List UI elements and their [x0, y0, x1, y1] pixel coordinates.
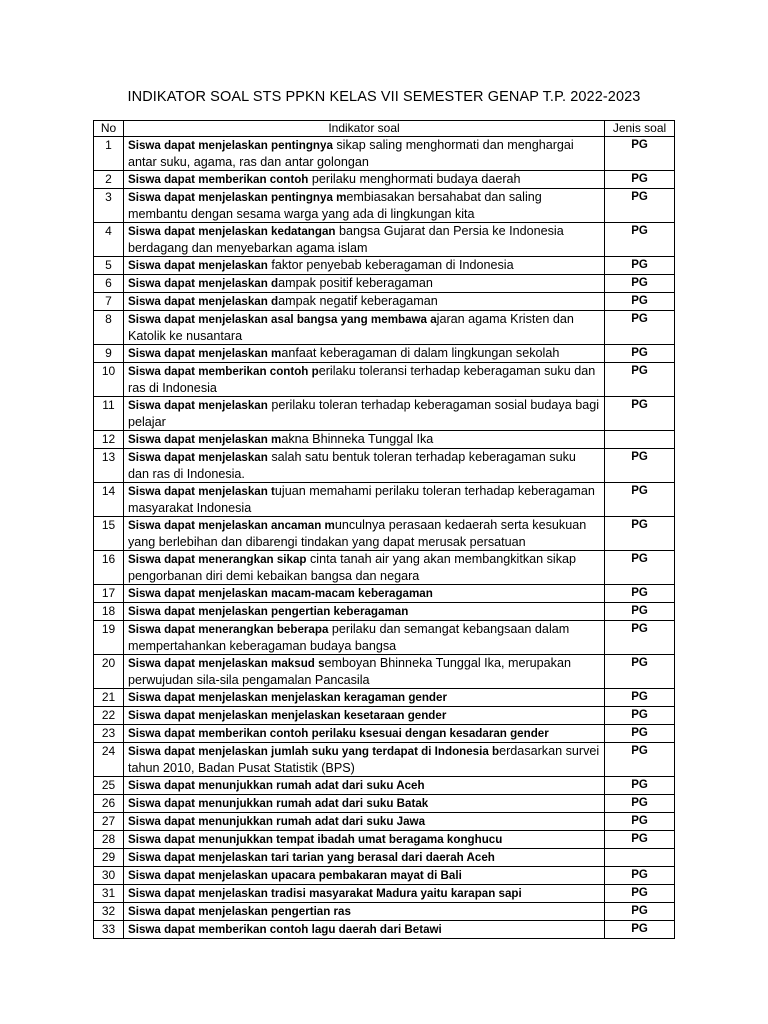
row-number: 17	[94, 585, 124, 603]
indikator-cell	[124, 189, 605, 223]
jenis-soal-cell: PG	[605, 345, 675, 363]
indikator-bold-text: Siswa dapat menjelaskan asal bangsa yang membawa a	[128, 313, 437, 326]
indikator-cell	[124, 311, 605, 345]
row-number: 2	[94, 171, 124, 189]
table-row	[94, 867, 675, 885]
indikator-cell	[124, 275, 605, 293]
indikator-text: cinta tanah air yang akan membangkitkan sikap pengorbanan diri demi kebaikan bangsa dan negara	[128, 552, 577, 583]
indikator-bold-text: Siswa dapat menjelaskan menjelaskan keragaman gender	[128, 691, 447, 704]
jenis-soal-cell: PG	[605, 725, 675, 743]
table-row	[94, 311, 675, 345]
table-row	[94, 345, 675, 363]
row-number: 30	[94, 867, 124, 885]
indikator-cell	[124, 449, 605, 483]
jenis-soal-cell: PG	[605, 795, 675, 813]
jenis-soal-cell: PG	[605, 223, 675, 257]
indikator-cell	[124, 483, 605, 517]
header-no: No	[94, 121, 124, 137]
indikator-cell	[124, 621, 605, 655]
indikator-text: jaran agama Kristen dan Katolik ke nusantara	[128, 312, 574, 343]
table-row	[94, 483, 675, 517]
indikator-bold-text: Siswa dapat memberikan contoh	[128, 173, 309, 186]
indikator-text: sikap saling menghormati dan menghargai antar suku, agama, ras dan antar golongan	[128, 138, 574, 169]
table-row	[94, 655, 675, 689]
indikator-bold-text: Siswa dapat menjelaskan macam-macam keberagaman	[128, 587, 433, 600]
row-number: 33	[94, 921, 124, 939]
row-number: 8	[94, 311, 124, 345]
row-number: 14	[94, 483, 124, 517]
indikator-cell	[124, 137, 605, 171]
row-number: 12	[94, 431, 124, 449]
indikator-cell	[124, 223, 605, 257]
table-row	[94, 689, 675, 707]
jenis-soal-cell: PG	[605, 655, 675, 689]
table-row	[94, 257, 675, 275]
jenis-soal-cell: PG	[605, 363, 675, 397]
jenis-soal-cell: PG	[605, 689, 675, 707]
indikator-text: emboyan Bhinneka Tunggal Ika, merupakan perwujudan sila-sila pengamalan Pancasila	[128, 656, 571, 687]
row-number: 9	[94, 345, 124, 363]
indikator-cell	[124, 903, 605, 921]
jenis-soal-cell: PG	[605, 517, 675, 551]
row-number: 25	[94, 777, 124, 795]
indikator-text: embiasakan bersahabat dan saling membantu dengan sesama warga yang ada di lingkungan kita	[128, 190, 542, 221]
indikator-bold-text: Siswa dapat menjelaskan menjelaskan kesetaraan gender	[128, 709, 447, 722]
jenis-soal-cell: PG	[605, 867, 675, 885]
indikator-text: faktor penyebab keberagaman di Indonesia	[267, 258, 514, 272]
jenis-soal-cell: PG	[605, 397, 675, 431]
indikator-bold-text: Siswa dapat menjelaskan	[128, 399, 268, 412]
jenis-soal-cell: PG	[605, 293, 675, 311]
jenis-soal-cell: PG	[605, 743, 675, 777]
table-row	[94, 831, 675, 849]
indikator-bold-text: Siswa dapat menjelaskan	[128, 259, 268, 272]
jenis-soal-cell: PG	[605, 621, 675, 655]
jenis-soal-cell: PG	[605, 483, 675, 517]
table-row	[94, 621, 675, 655]
row-number: 23	[94, 725, 124, 743]
indikator-bold-text: Siswa dapat menjelaskan pentingnya	[128, 139, 333, 152]
table-row	[94, 137, 675, 171]
indikator-bold-text: Siswa dapat menunjukkan rumah adat dari suku Batak	[128, 797, 429, 810]
indikator-cell	[124, 171, 605, 189]
jenis-soal-cell: PG	[605, 813, 675, 831]
row-number: 24	[94, 743, 124, 777]
indikator-bold-text: Siswa dapat menjelaskan tari tarian yang berasal dari daerah Aceh	[128, 851, 495, 864]
indikator-bold-text: Siswa dapat menjelaskan d	[128, 277, 279, 290]
table-row	[94, 171, 675, 189]
table-row	[94, 551, 675, 585]
row-number: 4	[94, 223, 124, 257]
table-row	[94, 189, 675, 223]
jenis-soal-cell: PG	[605, 311, 675, 345]
indikator-bold-text: Siswa dapat menunjukkan rumah adat dari suku Jawa	[128, 815, 426, 828]
indikator-cell	[124, 257, 605, 275]
indikator-bold-text: Siswa dapat menjelaskan maksud s	[128, 657, 325, 670]
header-indikator: Indikator soal	[124, 121, 605, 137]
indicator-table	[93, 120, 675, 939]
row-number: 13	[94, 449, 124, 483]
table-row	[94, 363, 675, 397]
table-row	[94, 293, 675, 311]
jenis-soal-cell	[605, 431, 675, 449]
indikator-cell	[124, 689, 605, 707]
row-number: 22	[94, 707, 124, 725]
indikator-text: erilaku toleransi terhadap keberagaman suku dan ras di Indonesia	[128, 364, 596, 395]
row-number: 3	[94, 189, 124, 223]
row-number: 28	[94, 831, 124, 849]
indikator-bold-text: Siswa dapat menjelaskan pengertian ras	[128, 905, 351, 918]
jenis-soal-cell: PG	[605, 707, 675, 725]
indikator-bold-text: Siswa dapat menjelaskan	[128, 451, 268, 464]
table-row	[94, 431, 675, 449]
indikator-bold-text: Siswa dapat menerangkan sikap	[128, 553, 307, 566]
indikator-cell	[124, 743, 605, 777]
row-number: 19	[94, 621, 124, 655]
table-row	[94, 707, 675, 725]
table-row	[94, 743, 675, 777]
indikator-cell	[124, 831, 605, 849]
table-row	[94, 449, 675, 483]
row-number: 15	[94, 517, 124, 551]
jenis-soal-cell: PG	[605, 921, 675, 939]
indikator-cell	[124, 517, 605, 551]
table-row	[94, 725, 675, 743]
table-row	[94, 585, 675, 603]
indikator-cell	[124, 777, 605, 795]
row-number: 27	[94, 813, 124, 831]
jenis-soal-cell	[605, 849, 675, 867]
indikator-cell	[124, 397, 605, 431]
indikator-text: akna Bhinneka Tunggal Ika	[281, 432, 434, 446]
row-number: 20	[94, 655, 124, 689]
jenis-soal-cell: PG	[605, 585, 675, 603]
table-row	[94, 223, 675, 257]
indikator-cell	[124, 849, 605, 867]
indikator-bold-text: Siswa dapat menjelaskan m	[128, 433, 282, 446]
indikator-cell	[124, 725, 605, 743]
indikator-text: bangsa Gujarat dan Persia ke Indonesia berdagang dan menyebarkan agama islam	[128, 224, 564, 255]
table-row	[94, 921, 675, 939]
indikator-text: anfaat keberagaman di dalam lingkungan sekolah	[281, 346, 560, 360]
row-number: 31	[94, 885, 124, 903]
indikator-text: ujuan memahami perilaku toleran terhadap keberagaman masyarakat Indonesia	[128, 484, 595, 515]
indikator-text: erdasarkan survei tahun 2010, Badan Pusat Statistik (BPS)	[128, 744, 600, 775]
indikator-bold-text: Siswa dapat memberikan contoh lagu daerah dari Betawi	[128, 923, 442, 936]
row-number: 6	[94, 275, 124, 293]
row-number: 32	[94, 903, 124, 921]
jenis-soal-cell: PG	[605, 171, 675, 189]
table-row	[94, 795, 675, 813]
indikator-bold-text: Siswa dapat menjelaskan d	[128, 295, 279, 308]
indikator-text: perilaku dan semangat kebangsaan dalam mempertahankan keberagaman budaya bangsa	[128, 622, 570, 653]
table-row	[94, 903, 675, 921]
indikator-cell	[124, 921, 605, 939]
jenis-soal-cell: PG	[605, 257, 675, 275]
jenis-soal-cell: PG	[605, 275, 675, 293]
indikator-bold-text: Siswa dapat menjelaskan ancaman m	[128, 519, 335, 532]
indikator-bold-text: Siswa dapat menunjukkan rumah adat dari suku Aceh	[128, 779, 425, 792]
indikator-bold-text: Siswa dapat memberikan contoh p	[128, 365, 319, 378]
table-row	[94, 885, 675, 903]
indikator-bold-text: Siswa dapat menjelaskan pengertian keberagaman	[128, 605, 409, 618]
row-number: 26	[94, 795, 124, 813]
row-number: 29	[94, 849, 124, 867]
indikator-cell	[124, 655, 605, 689]
row-number: 5	[94, 257, 124, 275]
jenis-soal-cell: PG	[605, 551, 675, 585]
table-row	[94, 813, 675, 831]
indikator-text: perilaku menghormati budaya daerah	[308, 172, 521, 186]
document-title: INDIKATOR SOAL STS PPKN KELAS VII SEMESTER GENAP T.P. 2022-2023	[127, 89, 641, 105]
table-row	[94, 777, 675, 795]
jenis-soal-cell: PG	[605, 885, 675, 903]
jenis-soal-cell: PG	[605, 189, 675, 223]
indikator-bold-text: Siswa dapat menjelaskan m	[128, 347, 282, 360]
indikator-cell	[124, 293, 605, 311]
row-number: 18	[94, 603, 124, 621]
indikator-cell	[124, 813, 605, 831]
indikator-cell	[124, 707, 605, 725]
jenis-soal-cell: PG	[605, 603, 675, 621]
row-number: 16	[94, 551, 124, 585]
indikator-cell	[124, 363, 605, 397]
indikator-bold-text: Siswa dapat menjelaskan upacara pembakaran mayat di Bali	[128, 869, 462, 882]
table-row	[94, 397, 675, 431]
table-row	[94, 275, 675, 293]
indikator-cell	[124, 551, 605, 585]
jenis-soal-cell: PG	[605, 449, 675, 483]
row-number: 1	[94, 137, 124, 171]
indikator-cell	[124, 603, 605, 621]
table-row	[94, 849, 675, 867]
indikator-bold-text: Siswa dapat menjelaskan pentingnya m	[128, 191, 347, 204]
indikator-bold-text: Siswa dapat menjelaskan tradisi masyarakat Madura yaitu karapan sapi	[128, 887, 522, 900]
jenis-soal-cell: PG	[605, 777, 675, 795]
indikator-cell	[124, 585, 605, 603]
indikator-bold-text: Siswa dapat menjelaskan t	[128, 485, 275, 498]
table-row	[94, 603, 675, 621]
table-header-row	[94, 121, 675, 137]
indikator-text: salah satu bentuk toleran terhadap keberagaman suku dan ras di Indonesia.	[128, 450, 576, 481]
jenis-soal-cell: PG	[605, 831, 675, 849]
row-number: 11	[94, 397, 124, 431]
indikator-cell	[124, 867, 605, 885]
indikator-text: ampak negatif keberagaman	[278, 294, 438, 308]
jenis-soal-cell: PG	[605, 137, 675, 171]
jenis-soal-cell: PG	[605, 903, 675, 921]
indikator-bold-text: Siswa dapat menjelaskan jumlah suku yang terdapat di Indonesia b	[128, 745, 500, 758]
indikator-cell	[124, 431, 605, 449]
indikator-bold-text: Siswa dapat menerangkan beberapa	[128, 623, 329, 636]
header-jenis: Jenis soal	[605, 121, 675, 137]
table-row	[94, 517, 675, 551]
row-number: 10	[94, 363, 124, 397]
row-number: 21	[94, 689, 124, 707]
indikator-cell	[124, 885, 605, 903]
indikator-bold-text: Siswa dapat menjelaskan kedatangan	[128, 225, 336, 238]
row-number: 7	[94, 293, 124, 311]
indikator-text: unculnya perasaan kedaerah serta kesukuan yang berlebihan dan dibarengi tindakan yang dapat merusak persatuan	[128, 518, 587, 549]
indikator-cell	[124, 345, 605, 363]
indikator-text: ampak positif keberagaman	[278, 276, 433, 290]
indikator-cell	[124, 795, 605, 813]
indikator-text: perilaku toleran terhadap keberagaman sosial budaya bagi pelajar	[128, 398, 600, 429]
indikator-bold-text: Siswa dapat menunjukkan tempat ibadah umat beragama konghucu	[128, 833, 503, 846]
indikator-bold-text: Siswa dapat memberikan contoh perilaku ksesuai dengan kesadaran gender	[128, 727, 549, 740]
